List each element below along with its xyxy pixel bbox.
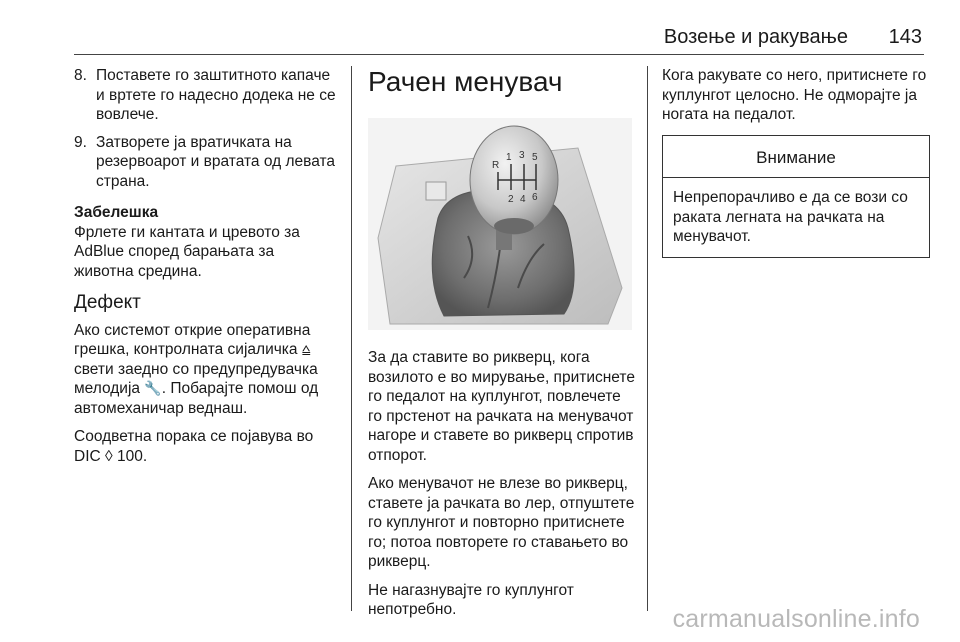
note-title: Забелешка — [74, 204, 159, 221]
page-number: 143 — [888, 26, 922, 48]
section-heading: Дефект — [74, 292, 141, 313]
reverse-retry-paragraph: Ако менувачот не влезе во рикверц, ставете ја рачката во лер, отпуштете го куплунгот и повторно притиснете го; потоа повторете го ставањето во рикверц. — [368, 475, 635, 570]
knob-label: 2 — [508, 194, 514, 205]
page-reference-icon: ◊ — [105, 447, 113, 465]
warning-box — [662, 135, 930, 258]
header-title: Возење и ракување — [663, 26, 848, 48]
gearshift-svg — [368, 118, 632, 330]
text-run: Соодветна порака се појавува во DIC — [74, 428, 314, 465]
page-reference-link[interactable]: 100. — [112, 447, 148, 465]
column-divider — [351, 66, 352, 611]
knob-label: R — [492, 160, 500, 171]
fault-paragraph — [74, 321, 336, 419]
dic-paragraph — [74, 427, 336, 466]
knob-label: 3 — [519, 150, 525, 161]
column-left — [74, 66, 336, 475]
column-middle — [368, 66, 636, 629]
knob-label: 1 — [506, 152, 512, 163]
knob-label: 6 — [532, 192, 538, 203]
text-run: свети заедно со предупредувачка мелодија — [74, 360, 318, 397]
warning-title: Внимание — [663, 136, 929, 179]
knob-label: 4 — [520, 194, 526, 205]
column-divider — [647, 66, 648, 611]
clutch-paragraph: Не нагазнувајте го куплунгот непотребно. — [368, 581, 574, 618]
step-text: Затворете ја вратичката на резервоарот и вратата од левата страна. — [96, 133, 336, 190]
column-right — [662, 66, 930, 258]
section-heading: Рачен менувач — [368, 66, 563, 97]
wrench-icon: 🔧 — [144, 380, 162, 396]
warning-text: Непрепорачливо е да се вози со раката легната на рачката на менувачот. — [673, 189, 908, 245]
warning-lamp-icon: ⩠ — [301, 341, 311, 357]
reverse-paragraph: За да ставите во рикверц, кога возилото е во мирување, притиснете го педалот на куплунгот, повлечете го прстенот на рачката на менувачот нагоре и ставете во рикверц спротив отпорот. — [368, 349, 635, 464]
knob-label: 5 — [532, 152, 538, 163]
list-item — [74, 66, 336, 125]
note-text: Фрлете ги кантата и цревото за AdBlue според барањата за животна средина. — [74, 223, 300, 280]
step-number: 8. — [74, 67, 87, 84]
text-run: . Побарајте помош од автомеханичар веднаш. — [74, 380, 319, 417]
text-run: Ако системот открие оперативна грешка, контролната сијаличка — [74, 321, 311, 358]
clutch-usage-paragraph: Кога ракувате со него, притиснете го куплунгот целосно. Не одморајте ја ногата на педалот. — [662, 67, 927, 123]
step-number: 9. — [74, 133, 87, 151]
header-rule — [74, 54, 924, 55]
gear-knob-illustration — [368, 118, 632, 330]
step-text: Поставете го заштитното капаче и вртете го надесно додека не се вовлече. — [96, 67, 336, 123]
watermark: carmanualsonline.info — [672, 605, 920, 633]
list-item — [74, 133, 336, 192]
